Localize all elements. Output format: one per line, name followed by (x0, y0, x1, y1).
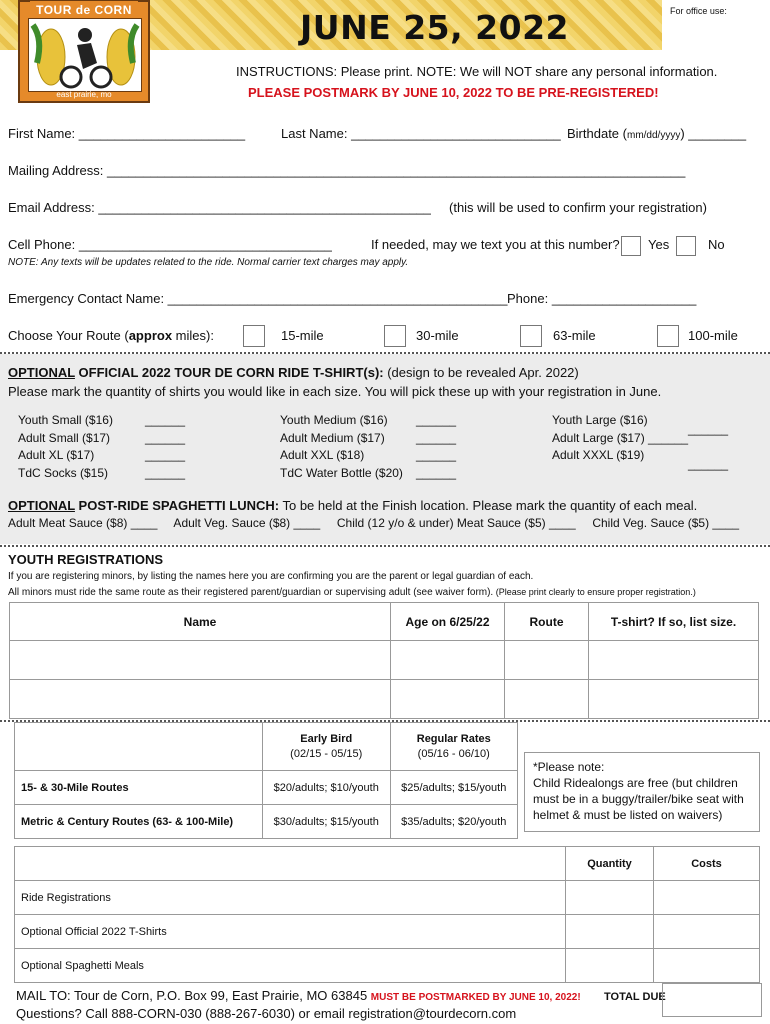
tdc-socks: TdC Socks ($15) (18, 465, 109, 480)
route-label-end: miles): (172, 328, 214, 343)
size-youth-small: Youth Small ($16) (18, 413, 113, 427)
total-due-label: TOTAL DUE (604, 991, 666, 1003)
size-youth-large: Youth Large ($16) (552, 413, 648, 427)
text-yes-checkbox[interactable] (621, 236, 641, 256)
route-63-label: 63-mile (553, 328, 596, 343)
route-30-label: 30-mile (416, 328, 459, 343)
lunch-heading (8, 498, 697, 513)
qty-blank[interactable]: ______ (145, 413, 186, 427)
tshirt-instructions: Please mark the quantity of shirts you would like in each size. You will pick these up with your registration in June. (8, 384, 662, 399)
lunch-instructions: To be held at the Finish location. Please mark the quantity of each meal. (279, 498, 698, 513)
route-label-approx: approx (128, 328, 173, 343)
youth-rule: All minors must ride the same route as their registered parent/guardian or supervising adult (see waiver form). (8, 587, 494, 598)
rates-table (14, 722, 518, 839)
youth-table (9, 602, 759, 719)
table-row[interactable] (15, 915, 760, 949)
qty-blank[interactable]: ______ (145, 465, 186, 480)
row-label: Optional Spaghetti Meals (15, 949, 566, 983)
text-no-checkbox[interactable] (676, 236, 696, 256)
total-due-box[interactable] (662, 983, 762, 1017)
col-quantity: Quantity (566, 847, 654, 881)
tshirt-optional: OPTIONAL (8, 365, 75, 380)
mailing-address-field[interactable]: Mailing Address: ________________________________________________________________________________ (8, 163, 686, 178)
mail-address: MAIL TO: Tour de Corn, P.O. Box 99, East Prairie, MO 63845 (16, 988, 371, 1003)
tshirt-col-1 (18, 412, 113, 482)
size-adult-small: Adult Small ($17) (18, 430, 111, 445)
lunch-items[interactable]: Adult Meat Sauce ($8) ____ Adult Veg. Sauce ($8) ____ Child (12 y/o & under) Meat Sauce ($5) ____ Child Veg. Sauce ($5) ____ (8, 516, 740, 530)
route-label-start: Choose Your Route ( (8, 328, 129, 343)
table-row[interactable] (15, 881, 760, 915)
table-row (15, 771, 518, 805)
youth-line-2 (8, 587, 696, 598)
lunch-optional: OPTIONAL (8, 498, 75, 513)
cell-phone-field[interactable]: Cell Phone: ___________________________________ (8, 237, 332, 252)
logo-artwork (28, 18, 142, 92)
birthdate-field[interactable] (567, 126, 746, 141)
tour-de-corn-logo (18, 0, 150, 103)
size-youth-medium: Youth Medium ($16) (280, 413, 388, 427)
contact-line: Questions? Call 888-CORN-030 (888-267-6030) or email registration@tourdecorn.com (16, 1006, 517, 1021)
route-63-checkbox[interactable] (520, 325, 542, 347)
tshirt-col-2 (280, 412, 403, 482)
qty-blank[interactable]: ______ (145, 430, 186, 445)
qty-blank[interactable]: ______ (688, 422, 729, 436)
route-30-checkbox[interactable] (384, 325, 406, 347)
youth-print-note: (Please print clearly to ensure proper registration.) (493, 587, 696, 597)
tshirt-title: OFFICIAL 2022 TOUR DE CORN RIDE T-SHIRT(s): (74, 365, 384, 380)
qty-blank[interactable]: ______ (416, 465, 457, 480)
route-15-label: 15-mile (281, 328, 324, 343)
birthdate-label: Birthdate ( (567, 126, 627, 141)
email-note: (this will be used to confirm your registration) (449, 200, 707, 215)
youth-heading: YOUTH REGISTRATIONS (8, 552, 164, 567)
note-body: Child Ridealongs are free (but children must be in a buggy/trailer/bike seat with helmet & must be listed on waivers) (533, 776, 744, 822)
rate-regular: $35/adults; $20/youth (390, 805, 518, 839)
route-15-checkbox[interactable] (243, 325, 265, 347)
email-field[interactable]: Email Address: ______________________________________________ (8, 200, 431, 215)
tshirt-col-2-blanks[interactable] (416, 412, 456, 482)
qty-blank[interactable]: ______ (416, 448, 457, 462)
qty-blank[interactable]: ______ (416, 430, 457, 445)
emergency-phone-field[interactable]: Phone: ____________________ (507, 291, 697, 306)
size-adult-xxl: Adult XXL ($18) (280, 448, 365, 462)
totals-table (14, 846, 760, 983)
col-age: Age on 6/25/22 (391, 603, 505, 641)
rate-label: 15- & 30-Mile Routes (15, 771, 263, 805)
qty-blank[interactable]: ______ (416, 413, 457, 427)
tshirt-heading (8, 365, 579, 380)
postmark-deadline: PLEASE POSTMARK BY JUNE 10, 2022 TO BE PRE-REGISTERED! (248, 85, 659, 100)
table-row[interactable] (10, 680, 759, 719)
tshirt-col-3-blanks[interactable] (688, 412, 728, 482)
rate-early: $20/adults; $10/youth (263, 771, 391, 805)
youth-line-1: If you are registering minors, by listing the names here you are confirming you are the parent or legal guardian of each. (8, 571, 534, 582)
ridealong-note (524, 752, 760, 832)
logo-title: TOUR de CORN (30, 1, 138, 19)
birthdate-blank: ) ________ (680, 126, 747, 141)
route-100-checkbox[interactable] (657, 325, 679, 347)
size-adult-xl: Adult XL ($17) (18, 448, 95, 462)
rate-early: $30/adults; $15/youth (263, 805, 391, 839)
size-adult-medium: Adult Medium ($17) (280, 430, 385, 445)
route-label (8, 328, 214, 343)
col-tshirt: T-shirt? If so, list size. (589, 603, 759, 641)
divider (0, 545, 770, 547)
tshirt-col-1-blanks[interactable] (145, 412, 185, 482)
row-label: Optional Official 2022 T-Shirts (15, 915, 566, 949)
rate-label: Metric & Century Routes (63- & 100-Mile) (15, 805, 263, 839)
early-bird-title: Early Bird (300, 732, 353, 745)
table-row[interactable] (10, 641, 759, 680)
text-permission-question: If needed, may we text you at this number? (371, 237, 620, 252)
text-no-label: No (708, 237, 725, 252)
instructions-line: INSTRUCTIONS: Please print. NOTE: We will NOT share any personal information. (236, 64, 718, 79)
col-name: Name (10, 603, 391, 641)
early-bird-dates: (02/15 - 05/15) (290, 747, 363, 760)
rate-regular: $25/adults; $15/youth (390, 771, 518, 805)
logo-location: east prairie, mo (56, 90, 112, 99)
birthdate-format: mm/dd/yyyy (626, 130, 681, 141)
tshirt-design-note: (design to be revealed Apr. 2022) (383, 365, 579, 380)
tdc-water-bottle: TdC Water Bottle ($20) (280, 465, 403, 480)
event-date-title: JUNE 25, 2022 (300, 8, 570, 47)
regular-rates-title: Regular Rates (416, 732, 491, 745)
lunch-title: POST-RIDE SPAGHETTI LUNCH: (74, 498, 280, 513)
table-row[interactable] (15, 949, 760, 983)
route-100-label: 100-mile (688, 328, 738, 343)
size-adult-large: Adult Large ($17) ______ (552, 430, 689, 445)
col-costs: Costs (654, 847, 760, 881)
tshirt-col-3 (552, 412, 688, 465)
mail-deadline: MUST BE POSTMARKED BY JUNE 10, 2022! (370, 992, 581, 1003)
text-note: NOTE: Any texts will be updates related to the ride. Normal carrier text charges may apply. (8, 257, 409, 268)
table-row (15, 805, 518, 839)
regular-rates-dates: (05/16 - 06/10) (417, 747, 490, 760)
mail-to (16, 988, 581, 1003)
office-use-label: For office use: (670, 6, 727, 16)
note-title: *Please note: (533, 760, 605, 774)
text-yes-label: Yes (648, 237, 670, 252)
first-name-field[interactable]: First Name: _______________________ (8, 126, 246, 141)
qty-blank[interactable]: ______ (145, 448, 186, 462)
col-route: Route (505, 603, 589, 641)
emergency-contact-field[interactable]: Emergency Contact Name: _______________________________________________ (8, 291, 508, 306)
row-label: Ride Registrations (15, 881, 566, 915)
size-adult-xxxl: Adult XXXL ($19) (552, 448, 645, 462)
last-name-field[interactable]: Last Name: _____________________________ (281, 126, 561, 141)
qty-blank[interactable]: ______ (688, 457, 729, 471)
